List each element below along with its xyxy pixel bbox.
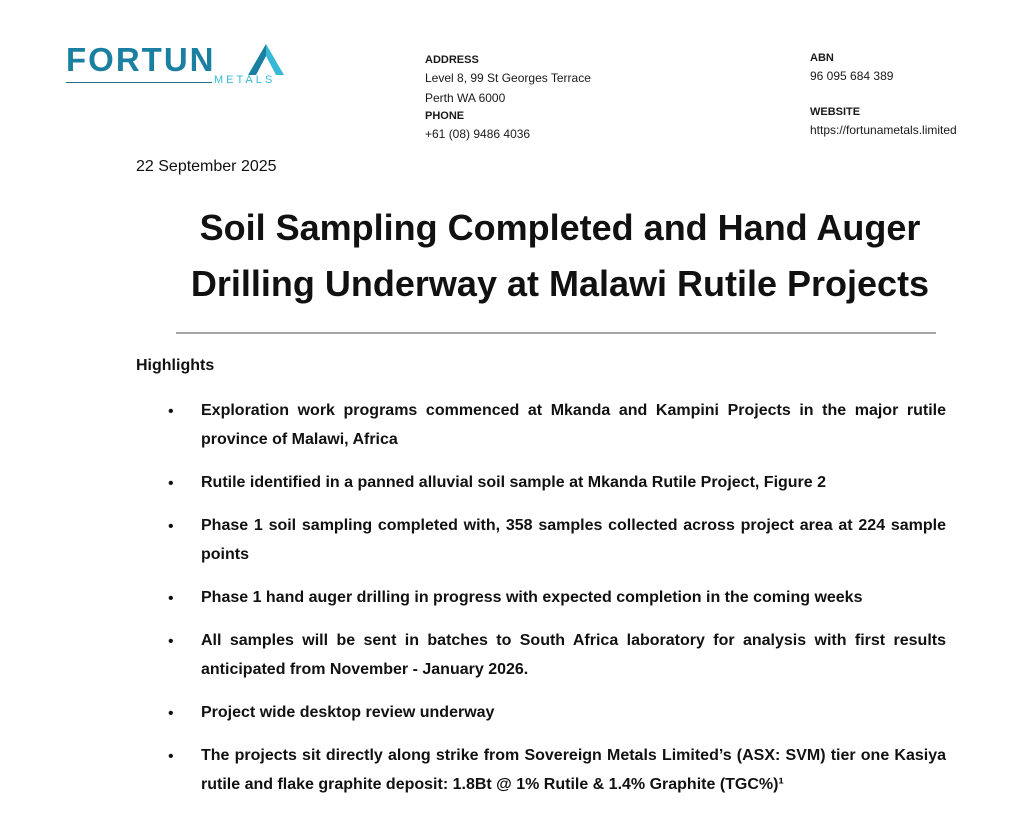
title-divider	[176, 332, 936, 334]
website-label: WEBSITE	[810, 106, 861, 118]
company-logo	[66, 40, 286, 92]
list-item-text: Project wide desktop review underway	[201, 704, 495, 721]
logo-wordmark: FORTUN	[66, 41, 216, 78]
list-item-text: Phase 1 soil sampling completed with, 358 samples collected across project area at 224 sample points	[201, 517, 946, 563]
abn-label: ABN	[810, 52, 834, 64]
address-line2: Perth WA 6000	[425, 91, 506, 105]
title-line-2: Drilling Underway at Malawi Rutile Projects	[190, 263, 930, 304]
phone-number: +61 (08) 9486 4036	[425, 127, 531, 141]
bullet-icon: •	[168, 403, 174, 420]
bullet-icon: •	[168, 705, 174, 722]
list-item	[168, 511, 946, 569]
title-line-1: Soil Sampling Completed and Hand Auger	[199, 207, 921, 248]
list-item-text: The projects sit directly along strike from Sovereign Metals Limited’s (ASX: SVM) tier one Kasiya rutile and flake graphite deposit: 1.8Bt @ 1% Rutile & 1.4% Graphite (TGC%)¹	[201, 747, 946, 793]
list-item-text: Rutile identified in a panned alluvial soil sample at Mkanda Rutile Project, Figure 2	[201, 474, 827, 491]
bullet-icon: •	[168, 633, 174, 650]
logo-subtitle: METALS	[214, 74, 276, 86]
bullet-icon: •	[168, 518, 174, 535]
address-line1: Level 8, 99 St Georges Terrace	[425, 71, 591, 85]
list-item	[168, 626, 946, 684]
list-item	[168, 698, 946, 727]
document-date: 22 September 2025	[136, 158, 277, 175]
highlights-heading: Highlights	[136, 357, 215, 374]
bullet-icon: •	[168, 590, 174, 607]
abn-block	[810, 50, 957, 140]
page-title	[120, 200, 1000, 312]
list-item	[168, 741, 946, 799]
address-block	[425, 52, 591, 144]
website-link[interactable]: https://fortunametals.limited	[810, 123, 957, 137]
list-item	[168, 583, 946, 612]
abn-number: 96 095 684 389	[810, 69, 894, 83]
logo-underline	[66, 82, 212, 83]
bullet-icon: •	[168, 475, 174, 492]
list-item-text: Exploration work programs commenced at Mkanda and Kampini Projects in the major rutile province of Malawi, Africa	[201, 402, 946, 448]
highlights-list	[168, 396, 946, 813]
logo-a-mark-icon	[246, 42, 286, 76]
list-item	[168, 468, 946, 497]
list-item	[168, 396, 946, 454]
phone-label: PHONE	[425, 110, 465, 122]
list-item-text: All samples will be sent in batches to South Africa laboratory for analysis with first results anticipated from November - January 2026.	[201, 632, 946, 678]
list-item-text: Phase 1 hand auger drilling in progress with expected completion in the coming weeks	[201, 589, 863, 606]
address-label: ADDRESS	[425, 54, 479, 66]
bullet-icon: •	[168, 748, 174, 765]
